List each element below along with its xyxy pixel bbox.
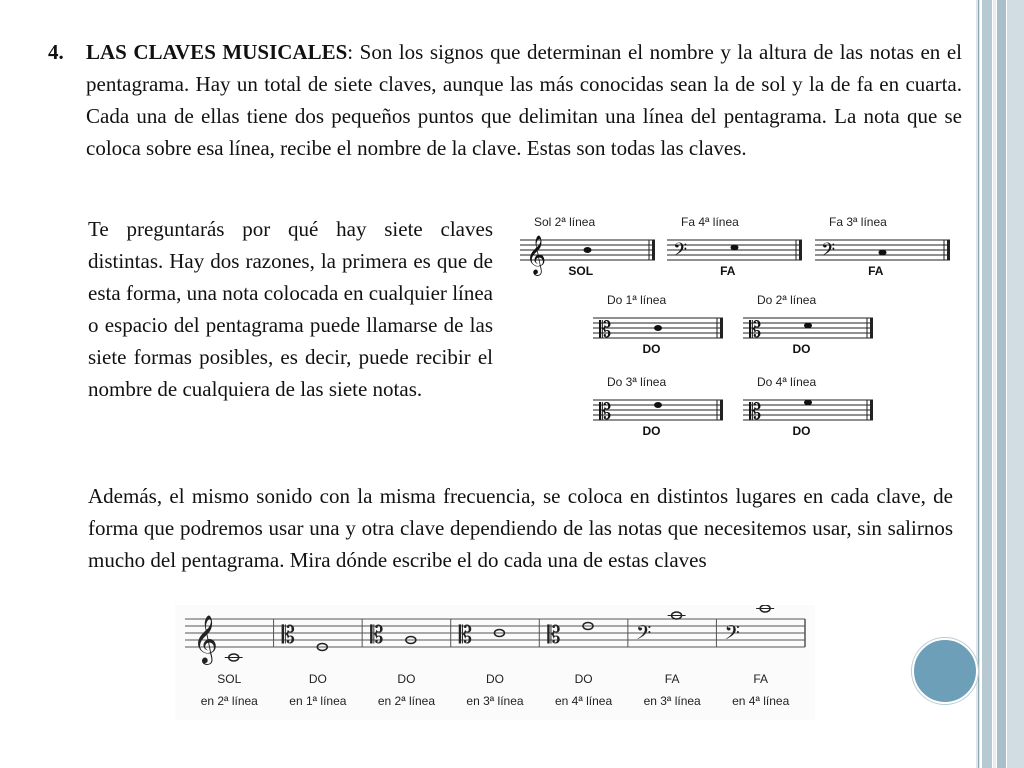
- clef-staff: [667, 215, 802, 278]
- clef-line-label: en 4ª línea: [554, 694, 613, 708]
- right-border-stripe: [993, 0, 996, 768]
- clef-title: Do 4ª línea: [757, 375, 817, 389]
- final-bar: [799, 240, 802, 260]
- clef-symbol: 𝄡: [749, 400, 762, 425]
- final-bar: [870, 318, 873, 338]
- clef-name-label: DO: [397, 672, 416, 686]
- clef-staff: [743, 293, 873, 356]
- right-border-stripe: [982, 0, 992, 768]
- do-position-paragraph: Además, el mismo sonido con la misma frecuencia, se coloca en distintos lugares en cada clave, de forma que podremos usar una y otra clave dependiendo de las notas que necesitemos usar, sin salirnos mucho del pentagrama. Mira dónde escribe el do cada una de estas claves: [88, 484, 953, 572]
- right-border-stripe: [997, 0, 1006, 768]
- clef-label: SOL: [568, 264, 594, 278]
- reasons-paragraph: Te preguntarás por qué hay siete claves distintas. Hay dos razones, la primera es que de esta forma, una nota colocada en cualquier línea o espacio del pentagrama puede llamarse de las siete formas posibles, es decir, puede recibir el nombre de cualquiera de las siete notas.: [88, 217, 493, 401]
- final-bar: [947, 240, 950, 260]
- item-number: 4.: [48, 40, 64, 64]
- decorative-circle: [912, 638, 978, 704]
- clef-symbol: 𝄢: [635, 621, 652, 649]
- clef-staff: [743, 375, 873, 435]
- clef-title: Fa 4ª línea: [681, 215, 739, 229]
- clef-line-label: en 2ª línea: [377, 694, 436, 708]
- do-position-chart: [175, 605, 815, 720]
- final-bar: [720, 318, 723, 338]
- clef-symbol: 𝄡: [749, 318, 762, 343]
- final-bar: [652, 240, 655, 260]
- clef-symbol: 𝄡: [458, 621, 473, 649]
- clef-label: DO: [642, 342, 661, 356]
- clef-name-label: FA: [753, 672, 769, 686]
- note-head: [654, 402, 662, 408]
- clef-staff: [593, 375, 723, 435]
- clef-staff: [593, 293, 723, 356]
- clef-line-label: en 4ª línea: [732, 694, 790, 708]
- clef-chart: [515, 210, 960, 435]
- clef-symbol: 𝄞: [193, 614, 218, 663]
- clef-label: FA: [868, 264, 884, 278]
- clef-label: DO: [792, 424, 811, 435]
- right-border-stripe: [1007, 0, 1024, 768]
- clef-symbol: 𝄢: [673, 240, 688, 265]
- clef-symbol: 𝄞: [526, 235, 547, 275]
- clef-name-label: DO: [308, 672, 327, 686]
- right-border-line: [978, 0, 979, 768]
- clef-label: DO: [642, 424, 661, 435]
- note-head: [584, 247, 592, 253]
- clef-label: FA: [720, 264, 736, 278]
- intro-text: : Son los signos que determinan el nombre y la altura de las notas en el pentagrama. Hay un total de siete claves, aunque las más conocidas sean la de sol y la de fa en cuarta. Cada una de ellas tiene dos pequeños puntos que delimitan una línea del pentagrama. La nota que se coloca sobre esa línea, recibe el nombre de la clave. Estas son todas las claves.: [86, 40, 962, 160]
- final-bar: [870, 400, 873, 420]
- note-head: [731, 245, 739, 251]
- clef-name-label: FA: [664, 672, 680, 686]
- clef-title: Do 3ª línea: [607, 375, 667, 389]
- note-head: [879, 250, 887, 256]
- clef-staff: [815, 215, 950, 278]
- clef-symbol: 𝄢: [821, 240, 836, 265]
- clef-symbol: 𝄡: [370, 621, 384, 649]
- clef-name-label: SOL: [217, 672, 242, 686]
- clef-line-label: en 1ª línea: [289, 694, 347, 708]
- clef-symbol: 𝄡: [599, 318, 612, 343]
- clef-title: Do 1ª línea: [607, 293, 667, 307]
- section-heading: LAS CLAVES MUSICALES: [86, 40, 348, 64]
- note-head: [804, 400, 812, 406]
- clef-label: DO: [792, 342, 811, 356]
- clef-title: Do 2ª línea: [757, 293, 817, 307]
- intro-paragraph: [86, 36, 962, 164]
- clef-symbol: 𝄡: [599, 400, 612, 425]
- note-head: [654, 325, 662, 331]
- clef-title: Sol 2ª línea: [534, 215, 596, 229]
- clef-name-label: DO: [574, 672, 593, 686]
- clef-symbol: 𝄡: [281, 621, 295, 649]
- final-bar: [720, 400, 723, 420]
- clef-name-label: DO: [486, 672, 504, 686]
- note-head: [804, 323, 812, 329]
- clef-staff: [520, 215, 655, 278]
- clef-line-label: en 3ª línea: [466, 694, 524, 708]
- clef-symbol: 𝄡: [547, 621, 561, 649]
- clef-title: Fa 3ª línea: [829, 215, 887, 229]
- clef-line-label: en 2ª línea: [200, 694, 258, 708]
- clef-line-label: en 3ª línea: [643, 694, 701, 708]
- clef-symbol: 𝄢: [724, 621, 740, 649]
